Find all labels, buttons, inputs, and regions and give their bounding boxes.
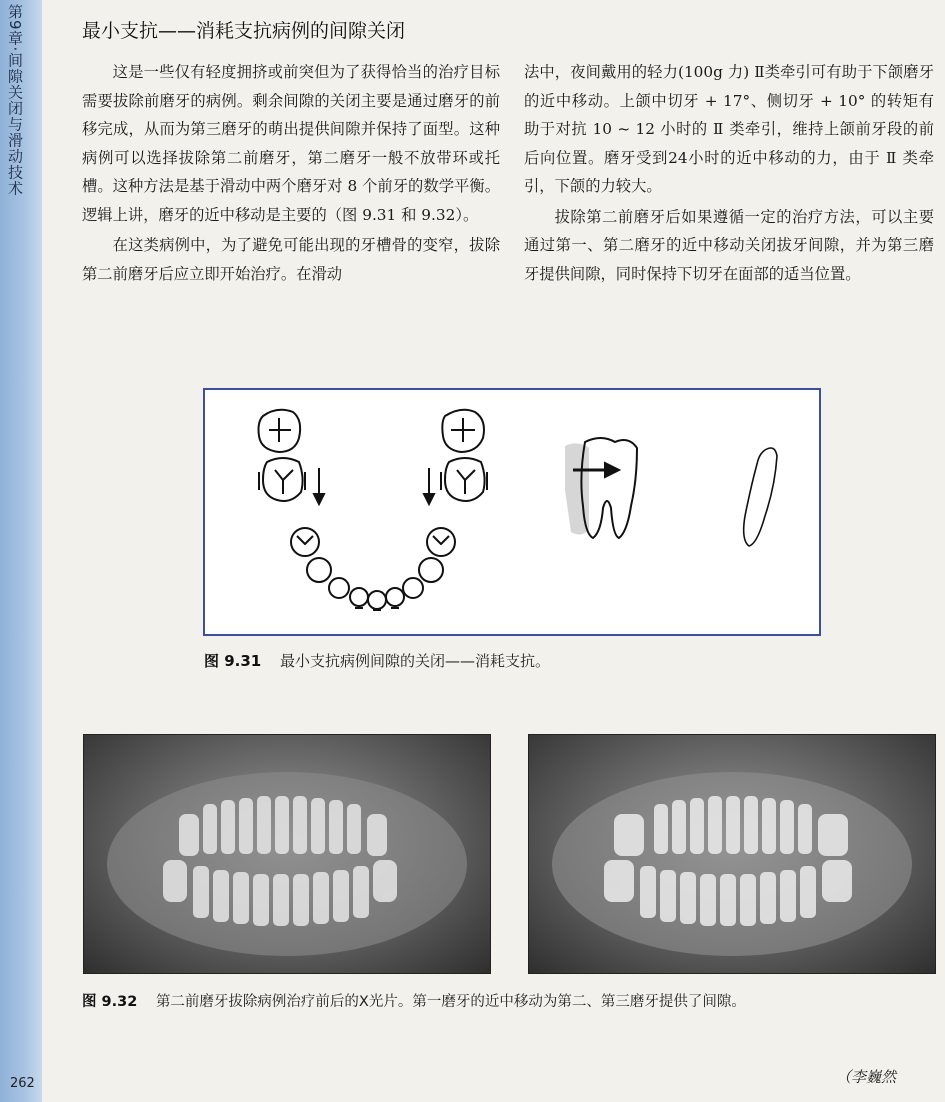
chapter-sidebar (0, 0, 42, 1102)
figure-9-31-diagram (203, 388, 821, 636)
tooth-diagram (205, 390, 819, 634)
paragraph: 在这类病例中，为了避免可能出现的牙槽骨的变窄，拔除第二前磨牙后应立即开始治疗。在滑动 (82, 236, 500, 283)
chapter-title-vertical: 第9章·间隙关闭与滑动技术 (6, 4, 24, 197)
text-column-left (82, 58, 500, 290)
xray-before-illustration (83, 734, 491, 974)
figure-9-31-caption (204, 650, 550, 671)
paragraph: 拔除第二前磨牙后如果遵循一定的治疗方法，可以主要通过第一、第二磨牙的近中移动关闭拔牙间隙，并为第三磨牙提供间隙，同时保持下切牙在面部的适当位置。 (524, 207, 934, 283)
page-number: 262 (10, 1076, 35, 1091)
single-molar (581, 438, 637, 538)
paragraph: 法中，夜间戴用的轻力(100g 力) Ⅱ类牵引可有助于下颌磨牙的近中移动。上颌中切牙 + 17°、侧切牙 + 10° 的转矩有助于对抗 10 ~ 12 小时的 Ⅱ 类牵引，维持上颌前牙段的前后向位置。磨牙受到24小时的近中移动的力，由于 Ⅱ 类牵引，下颌的力较大。 (524, 63, 934, 195)
section-title: 最小支抗——消耗支抗病例的间隙关闭 (82, 20, 406, 42)
lower-right-molar (441, 458, 487, 501)
xray-after (528, 734, 936, 974)
lower-dental-arch (291, 528, 455, 610)
upper-left-molar (259, 410, 301, 452)
author-credit: （李巍然 (836, 1068, 897, 1086)
figure-9-32-caption (82, 990, 746, 1011)
paragraph: 这是一些仅有轻度拥挤或前突但为了获得恰当的治疗目标需要拔除前磨牙的病例。剩余间隙的关闭主要是通过磨牙的前移完成，从而为第三磨牙的萌出提供间隙并保持了面型。这种病例可以选择拔除第二前磨牙，第二磨牙一般不放带环或托槽。这种方法是基于滑动中两个磨牙对 8 个前牙的数学平衡。逻辑上讲，磨牙的近中移动是主要的（图 9.31 和 9.32）。 (82, 63, 500, 224)
text-column-right (524, 58, 934, 290)
root-outline (744, 448, 777, 546)
xray-after-illustration (528, 734, 936, 974)
figure-label: 图 9.31 (204, 652, 262, 670)
lower-left-molar (259, 458, 305, 501)
caption-text: 最小支抗病例间隙的关闭——消耗支抗。 (280, 652, 551, 670)
figure-label: 图 9.32 (82, 994, 138, 1010)
caption-text: 第二前磨牙拔除病例治疗前后的X光片。第一磨牙的近中移动为第二、第三磨牙提供了间隙。 (155, 994, 746, 1010)
xray-before (83, 734, 491, 974)
upper-right-molar (442, 410, 484, 452)
